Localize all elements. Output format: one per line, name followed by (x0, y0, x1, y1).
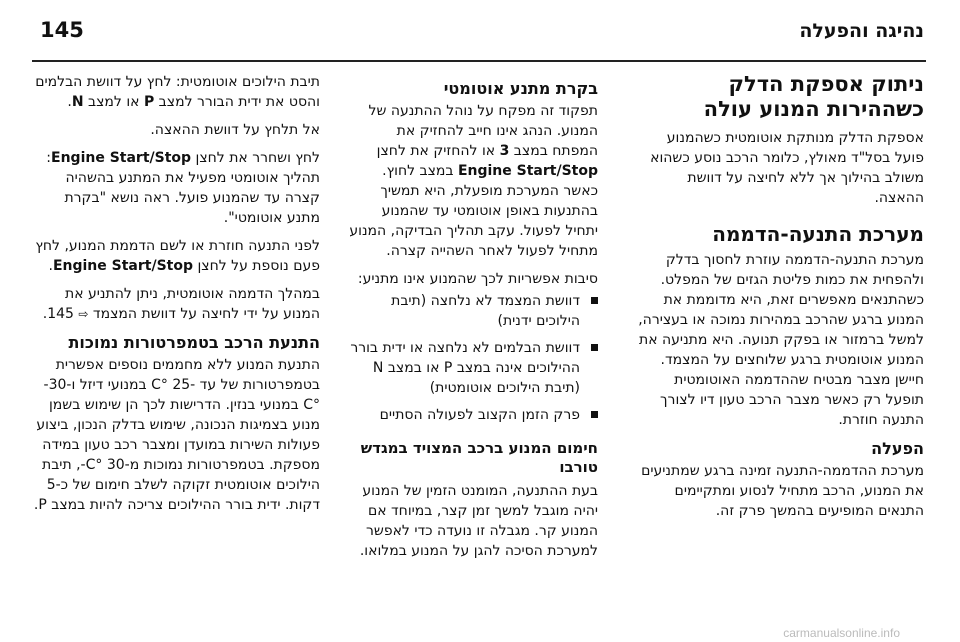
engine-start-stop-label: Engine Start/Stop (51, 150, 192, 166)
turbo-warmup-heading: חימום המנוע ברכב המצויד במגדש טורבו (360, 439, 598, 476)
list-item (348, 405, 598, 425)
page-reference: 145 (47, 306, 74, 322)
autostop-restart-text: במהלך הדממה אוטומטית, ניתן להתניע את המנוע על ידי לחיצה על דוושת המצמד ⇨ 145. (42, 286, 320, 322)
turbo-warmup-text: בעת ההתנעה, המומנט הזמין של המנוע יהיה מוגבל למשך זמן קצר, במיוחד אם המנוע קר. מגבלה זו נועדה כדי לאפשר למערכת הסיכה להגן על המנוע במלואו. (359, 483, 598, 559)
activation-heading: הפעלה (871, 439, 924, 458)
auto-starter-text-part1: תפקוד זה מפקח על נוהל ההתנעה של המנוע. הנהג אינו חייב להחזיק את המפתח במצב (368, 103, 598, 159)
fuel-cutoff-text: אספקת הדלק מנותקת אוטומטית כשהמנוע פועל בסל"ד מאולץ, כלומר הרכב נוסע כשהוא משולב בהילוך אך ללא לחיצה על דוושת ההאצה. (650, 130, 924, 206)
reason-text: פרק הזמן הקצוב לפעולה הסתיים (379, 407, 580, 423)
auto-starter-text-part3: במצב לחוץ. כאשר המערכת מופעלת, היא תמשיך בהתנעות באופן אוטומטי עד שהמנוע יתחיל לפעול. עקב תהליך הבדיקה, המנוע מתחיל לפעול לאחר השהייה קצרה. (349, 163, 598, 259)
fuel-cutoff-heading-line2: כשההירות המנוע עולה (703, 97, 924, 121)
stop-start-text: מערכת התנעה-הדממה עוזרת לחסוך בדלק ולהפחית את כמות פליטת הגזים של המפלט. כשהתנאים מאפשרים זאת, היא מדוממת את המנוע ברגע שהרכב במהירות נמוכה או בעצירה, למשל ברמזור או בפקק תנועה. היא מתניעה את המנוע אוטומטית ברגע שלוחצים על המצמד. חיישן מצבר מבטיח שההדממה האוטומטית תופעל רק כאשר מצבר הרכב טעון דיו לצורך התנעה חוזרת. (638, 252, 924, 428)
low-temp-text: התנעת המנוע ללא מחממים נוספים אפשרית בטמפרטורות של עד -25 °C במנועי דיזל ו-30- °C במנועי בנזין. הדרישות לכך הן שימוש בשמן מנוע בצמיגות הנכונה, שימוש בדלק הנכון, ביצוע פעולות השירות במועדן ומצבר רכב טעון במידה מספקת. בטמפרטורות נמוכות מ-30 °C-, תיבת הילוכים אוטומטית זקוקה לשלב חימום של כ-5 דקות. ידית בורר ההילוכים צריכה להיות במצב P. (33, 357, 320, 513)
right-column (634, 72, 924, 529)
header-divider (32, 60, 926, 62)
bullet-icon (591, 297, 598, 304)
reasons-list (348, 291, 598, 425)
press-prefix: לחץ ושחרר את לחצן (195, 150, 320, 166)
at-or: או (126, 94, 140, 110)
auto-starter-text-part2: או להחזיק את לחצן (376, 143, 496, 159)
automatic-transmission-text: תיבת הילוכים אוטומטית: לחץ על דוושת הבלמים והסט את ידית הבורר למצב P או למצב N. (35, 74, 320, 110)
stop-start-heading: מערכת התנעה-הדממה (712, 222, 924, 246)
reason-text: דוושת המצמד לא נלחצה (תיבת הילוכים ידנית) (391, 293, 580, 329)
press-button-text (28, 148, 320, 228)
section-title: נהיגה והפעלה (799, 20, 924, 42)
gear-position-p: P (143, 94, 155, 110)
at-text-part2: למצב (87, 94, 122, 110)
page-reference-arrow-icon: ⇨ (78, 307, 89, 321)
bullet-icon (591, 411, 598, 418)
bullet-icon (591, 344, 598, 351)
list-item (348, 338, 598, 398)
gear-position-n: N (71, 94, 84, 110)
page-header (0, 0, 960, 66)
key-position-3: 3 (499, 143, 510, 159)
restart-text: לפני התנעה חוזרת או לשם הדממת המנוע, לחץ פעם נוספת על לחצן Engine Start/Stop. (35, 238, 320, 274)
low-temp-heading: התנעת הרכב בטמפרטורות נמוכות (68, 333, 320, 352)
watermark: carmanualsonline.info (783, 626, 900, 640)
reason-text: דוושת הבלמים לא נלחצה או ידית בורר ההילוכים אינה במצב P או במצב N (תיבת הילוכים אוטומטית) (350, 340, 580, 396)
restart-prefix: לפני התנעה חוזרת או לשם הדממת המנוע, לחץ פעם נוספת על לחצן (35, 238, 320, 274)
fuel-cutoff-heading (634, 72, 924, 122)
middle-column (348, 72, 598, 569)
engine-start-stop-label: Engine Start/Stop (52, 258, 193, 274)
auto-starter-heading: בקרת מתנע אוטומטי (443, 79, 598, 98)
page-number: 145 (40, 18, 84, 42)
list-item (348, 291, 598, 331)
auto-starter-text (348, 101, 598, 261)
fuel-cutoff-heading-line1: ניתוק אספקת הדלק (728, 72, 924, 96)
autostop-text: במהלך הדממה אוטומטית, ניתן להתניע את המנוע על ידי לחיצה על דוושת המצמד (65, 286, 320, 322)
press-suffix: : תהליך אוטומטי מפעיל את המתנע בהשהיה קצרה עד שהמנוע פועל. ראה נושא "בקרת מתנע אוטומטי". (46, 150, 320, 226)
left-column (28, 72, 320, 523)
activation-text: מערכת ההדממה-התנעה זמינה ברגע שמתניעים את המנוע, הרכב מתחיל לנסוע ומתקיימים התנאים המופיעים בהמשך פרק זה. (641, 463, 924, 519)
no-accelerator-text: אל תלחץ על דוושת ההאצה. (150, 122, 320, 138)
at-text-part1: תיבת הילוכים אוטומטית: לחץ על דוושת הבלמים והסט את ידית הבורר למצב (35, 74, 320, 110)
reasons-intro: סיבות אפשריות לכך שהמנוע אינו מתניע: (357, 271, 598, 287)
engine-start-stop-label: Engine Start/Stop (457, 163, 598, 179)
